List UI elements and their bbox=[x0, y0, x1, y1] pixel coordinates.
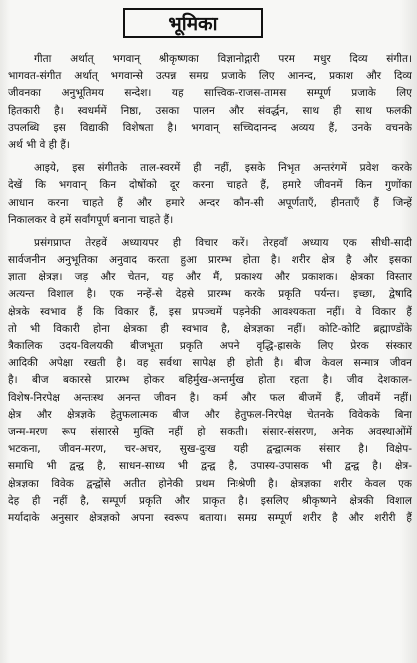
text-line: त्रैकालिक उदय-विलयकी बीजभूता प्रकृति अपने वृद्धि-ह्रासके लिए प्रेरक संस्कार bbox=[8, 340, 412, 352]
text-line: आदिकी अपेक्षा रखती है। वह सर्वथा सापेक्ष ही होती है। बीज केवल सन्मात्र जीवन bbox=[8, 357, 412, 370]
text-line: विशेष-निरपेक्ष अन्तःस्थ अनन्त जीवन है। कर्म और फल बीजमें हैं, जीवमें नहीं। bbox=[8, 391, 412, 404]
text-line: क्षेत्र और क्षेत्रज्ञके हेतुफलात्मक बीज और हेतुफल-निरपेक्ष चेतनके विवेकके बिना bbox=[8, 408, 412, 421]
text-line: प्रसंगप्राप्त तेरहवें अध्यायपर ही विचार करें। तेरहवाँ अध्याय एक सीधी-सादी bbox=[34, 236, 412, 249]
paragraph-1 bbox=[8, 51, 412, 154]
text-line: आधान करना चाहते हैं और हमारे अन्दर कौन-सी अपूर्णताएँ, हीनताएँ हैं जिन्हें bbox=[8, 196, 412, 209]
text-body bbox=[8, 51, 412, 528]
text-line: मर्यादाके अनुसार क्षेत्रज्ञको अपना स्वरूप बताया। समग्र सम्पूर्ण शरीर है और शरीरी हैं bbox=[8, 511, 412, 524]
text-line: देखें कि भगवान् किन दोषोंको दूर करना चाहते हैं, हमारे जीवनमें किन गुणोंका bbox=[8, 179, 412, 192]
text-line: आइये, इस संगीतके ताल-स्वरमें ही नहीं, इसके निभृत अन्तरंगमें प्रवेश करके bbox=[34, 162, 412, 175]
text-line: क्षेत्रज्ञका विवेक द्वन्द्वोंसे अतीत होनेकी प्रथम निःश्रेणी है। क्षेत्रज्ञका शरीर केवल एक bbox=[8, 477, 412, 490]
text-line: जन्म-मरण रूप संसारसे मुक्ति नहीं हो सकती। संसार-संसरण, अनेक अवस्थाओंमें bbox=[8, 425, 412, 438]
text-line: देह ही नहीं है, सम्पूर्ण प्रकृति और प्राकृत है। इसलिए श्रीकृष्णने क्षेत्रकी विशाल bbox=[8, 494, 412, 507]
text-line: तो भी विकारी होना क्षेत्रका ही स्वभाव है, क्षेत्रज्ञका नहीं। कोटि-कोटि ब्रह्माण्डोंके bbox=[8, 322, 412, 335]
text-line: गीता अर्थात् भगवान् श्रीकृष्णका विज्ञानोद्गारी परम मधुर दिव्य संगीत। bbox=[34, 53, 412, 65]
text-line: अत्यन्त विशाल है। एक नन्हें-से देहसे प्रारम्भ करके प्रकृति पर्यन्त। इच्छा, द्वेषादि bbox=[8, 288, 412, 301]
text-line: समाधि भी द्वन्द्व है, साधन-साध्य भी द्वन्द्व है, उपास्य-उपासक भी द्वन्द्व है। क्षेत्र- bbox=[8, 460, 412, 473]
text-line: सार्वजनीन अनुभूतिका अनुवाद करता हुआ प्रारम्भ होता है। शरीर क्षेत्र है और इसका bbox=[8, 254, 412, 267]
page-title: भूमिका bbox=[123, 8, 263, 38]
text-line: निकालकर वे हमें सर्वांगपूर्ण बनाना चाहते हैं। bbox=[8, 213, 174, 226]
text-line: हितकारी है। स्वधर्ममें निष्ठा, उसका पालन और संवर्द्धन, साथ ही साथ फलकी bbox=[8, 104, 412, 117]
text-line: है। बीज बकारसे प्रारम्भ होकर बहिर्मुख-अन्तर्मुख होता रहता है। जीव देशकाल- bbox=[8, 374, 412, 387]
text-line: ज्ञाता क्षेत्रज्ञ। जड़ और चेतन, यह और मैं, प्रकाश्य और प्रकाशक। क्षेत्रका विस्तार bbox=[8, 271, 412, 284]
text-line: भागवत-संगीत अर्थात् भगवान्से उत्पन्न समग्र प्रजाके लिए आनन्द, प्रकाश और दिव्य bbox=[8, 70, 412, 83]
text-line: क्षेत्रके स्वभाव हैं कि विकार हैं, इस प्रपञ्चमें पड़नेकी आवश्यकता नहीं। वे विकार हैं bbox=[8, 305, 412, 318]
paragraph-2 bbox=[8, 160, 412, 229]
text-line: जीवनका अनुभूतिमय सन्देश। यह सात्त्विक-राजस-तामस सम्पूर्ण प्रजाके लिए bbox=[8, 87, 412, 100]
paragraph-3 bbox=[8, 235, 412, 527]
text-line: भटकना, जीवन-मरण, चर-अचर, सुख-दुःख यही द्वन्द्वात्मक संसार है। विक्षेप- bbox=[8, 443, 412, 456]
text-line: अर्थ भी वे ही हैं। bbox=[8, 138, 70, 151]
text-line: उपलब्धि इस विद्याकी विशेषता है। भगवान् सच्चिदानन्द अव्यय हैं, उनके वचनके bbox=[8, 121, 412, 134]
